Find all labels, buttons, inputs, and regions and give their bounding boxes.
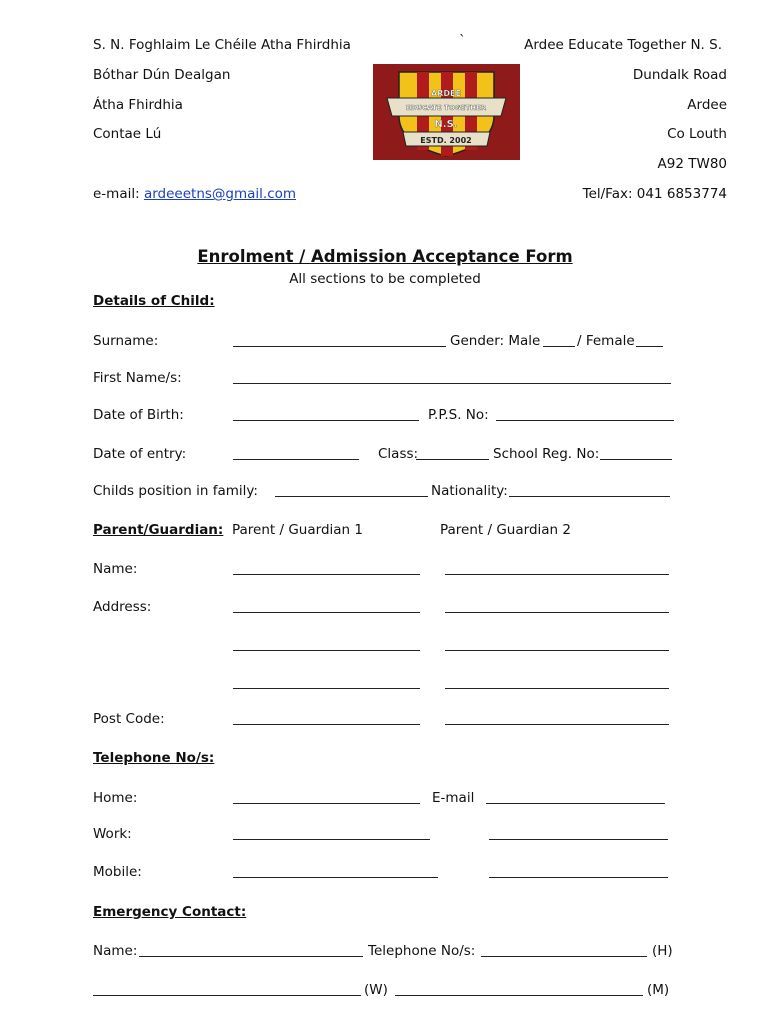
guardian-1-address-field-3[interactable] (233, 688, 420, 689)
position-field[interactable] (275, 496, 428, 497)
address-label: Address: (93, 599, 152, 615)
form-title: Enrolment / Admission Acceptance Form (197, 247, 573, 266)
nationality-label: Nationality: (431, 483, 508, 499)
guardian-2-header: Parent / Guardian 2 (440, 522, 571, 538)
address-line-irish-3: Contae Lú (93, 126, 162, 142)
home-suffix-label: (H) (652, 943, 673, 959)
tel-fax: Tel/Fax: 041 6853774 (582, 186, 727, 202)
mobile-phone-field[interactable] (233, 877, 438, 878)
surname-field[interactable] (233, 346, 446, 347)
guardian-2-address-field-3[interactable] (445, 688, 669, 689)
post-code-label: Post Code: (93, 711, 165, 727)
name-label: Name: (93, 561, 138, 577)
emergency-tel-m-field[interactable] (395, 995, 643, 996)
school-name-english: Ardee Educate Together N. S. (524, 37, 722, 53)
emergency-name-label: Name: (93, 943, 138, 959)
work-suffix-label: (W) (364, 982, 388, 998)
first-name-label: First Name/s: (93, 370, 182, 386)
date-entry-field[interactable] (233, 459, 359, 460)
emergency-contact-heading: Emergency Contact: (93, 904, 247, 920)
guardian-2-address-field-2[interactable] (445, 650, 669, 651)
address-line-2: Ardee (687, 97, 727, 113)
mobile-label: Mobile: (93, 864, 142, 880)
crest-text-1: ARDEE (431, 89, 461, 98)
school-crest-logo (373, 64, 520, 160)
position-label: Childs position in family: (93, 483, 258, 499)
mobile-suffix-label: (M) (647, 982, 670, 998)
address-line-3: Co Louth (667, 126, 727, 142)
pps-field[interactable] (496, 420, 674, 421)
address-line-irish-2: Átha Fhirdhia (93, 97, 183, 113)
parent-guardian-heading: Parent/Guardian: (93, 522, 224, 538)
email-label: e-mail: (93, 186, 140, 202)
eircode: A92 TW80 (657, 156, 727, 172)
address-line-1: Dundalk Road (632, 67, 727, 83)
guardian-2-address-field-1[interactable] (445, 612, 669, 613)
dob-field[interactable] (233, 420, 419, 421)
surname-label: Surname: (93, 333, 159, 349)
pps-label: P.P.S. No: (428, 407, 489, 423)
guardian-2-post-code-field[interactable] (445, 724, 669, 725)
guardian-1-address-field-1[interactable] (233, 612, 420, 613)
crest-text-4: ESTD. 2002 (420, 136, 472, 145)
female-field[interactable] (636, 346, 663, 347)
crest-text-3: N.S. (434, 119, 458, 130)
first-name-field[interactable] (233, 383, 671, 384)
email-field-label: E-mail (432, 790, 475, 806)
female-label: / Female (577, 333, 635, 349)
telephone-heading: Telephone No/s: (93, 750, 215, 766)
mobile-phone-field-2[interactable] (489, 877, 668, 878)
dob-label: Date of Birth: (93, 407, 184, 423)
guardian-1-post-code-field[interactable] (233, 724, 420, 725)
date-entry-label: Date of entry: (93, 446, 187, 462)
class-field[interactable] (416, 459, 489, 460)
email-link[interactable]: ardeeetns@gmail.com (143, 186, 297, 202)
emergency-tel-h-field[interactable] (481, 956, 647, 957)
crest-shield-icon (373, 64, 520, 160)
class-label: Class: (378, 446, 419, 462)
gender-label: Gender: Male (450, 333, 541, 349)
email-line (93, 186, 296, 202)
work-phone-field[interactable] (233, 839, 430, 840)
school-reg-label: School Reg. No: (493, 446, 600, 462)
guardian-1-address-field-2[interactable] (233, 650, 420, 651)
form-subtitle: All sections to be completed (289, 271, 481, 287)
guardian-1-header: Parent / Guardian 1 (232, 522, 363, 538)
emergency-name-field[interactable] (139, 956, 363, 957)
work-label: Work: (93, 826, 132, 842)
emergency-tel-w-field[interactable] (93, 995, 361, 996)
crest-text-2: EDUCATE TOGETHER (405, 104, 487, 112)
stray-mark: ` (459, 33, 466, 49)
school-reg-field[interactable] (600, 459, 672, 460)
guardian-2-name-field[interactable] (445, 574, 669, 575)
nationality-field[interactable] (509, 496, 670, 497)
home-label: Home: (93, 790, 138, 806)
emergency-tel-label: Telephone No/s: (368, 943, 476, 959)
work-phone-field-2[interactable] (489, 839, 668, 840)
home-phone-field[interactable] (233, 803, 420, 804)
school-name-irish: S. N. Foghlaim Le Chéile Atha Fhirdhia (93, 37, 351, 53)
address-line-irish-1: Bóthar Dún Dealgan (93, 67, 231, 83)
guardian-email-field[interactable] (486, 803, 665, 804)
child-details-heading: Details of Child: (93, 293, 215, 309)
guardian-1-name-field[interactable] (233, 574, 420, 575)
male-field[interactable] (543, 346, 575, 347)
